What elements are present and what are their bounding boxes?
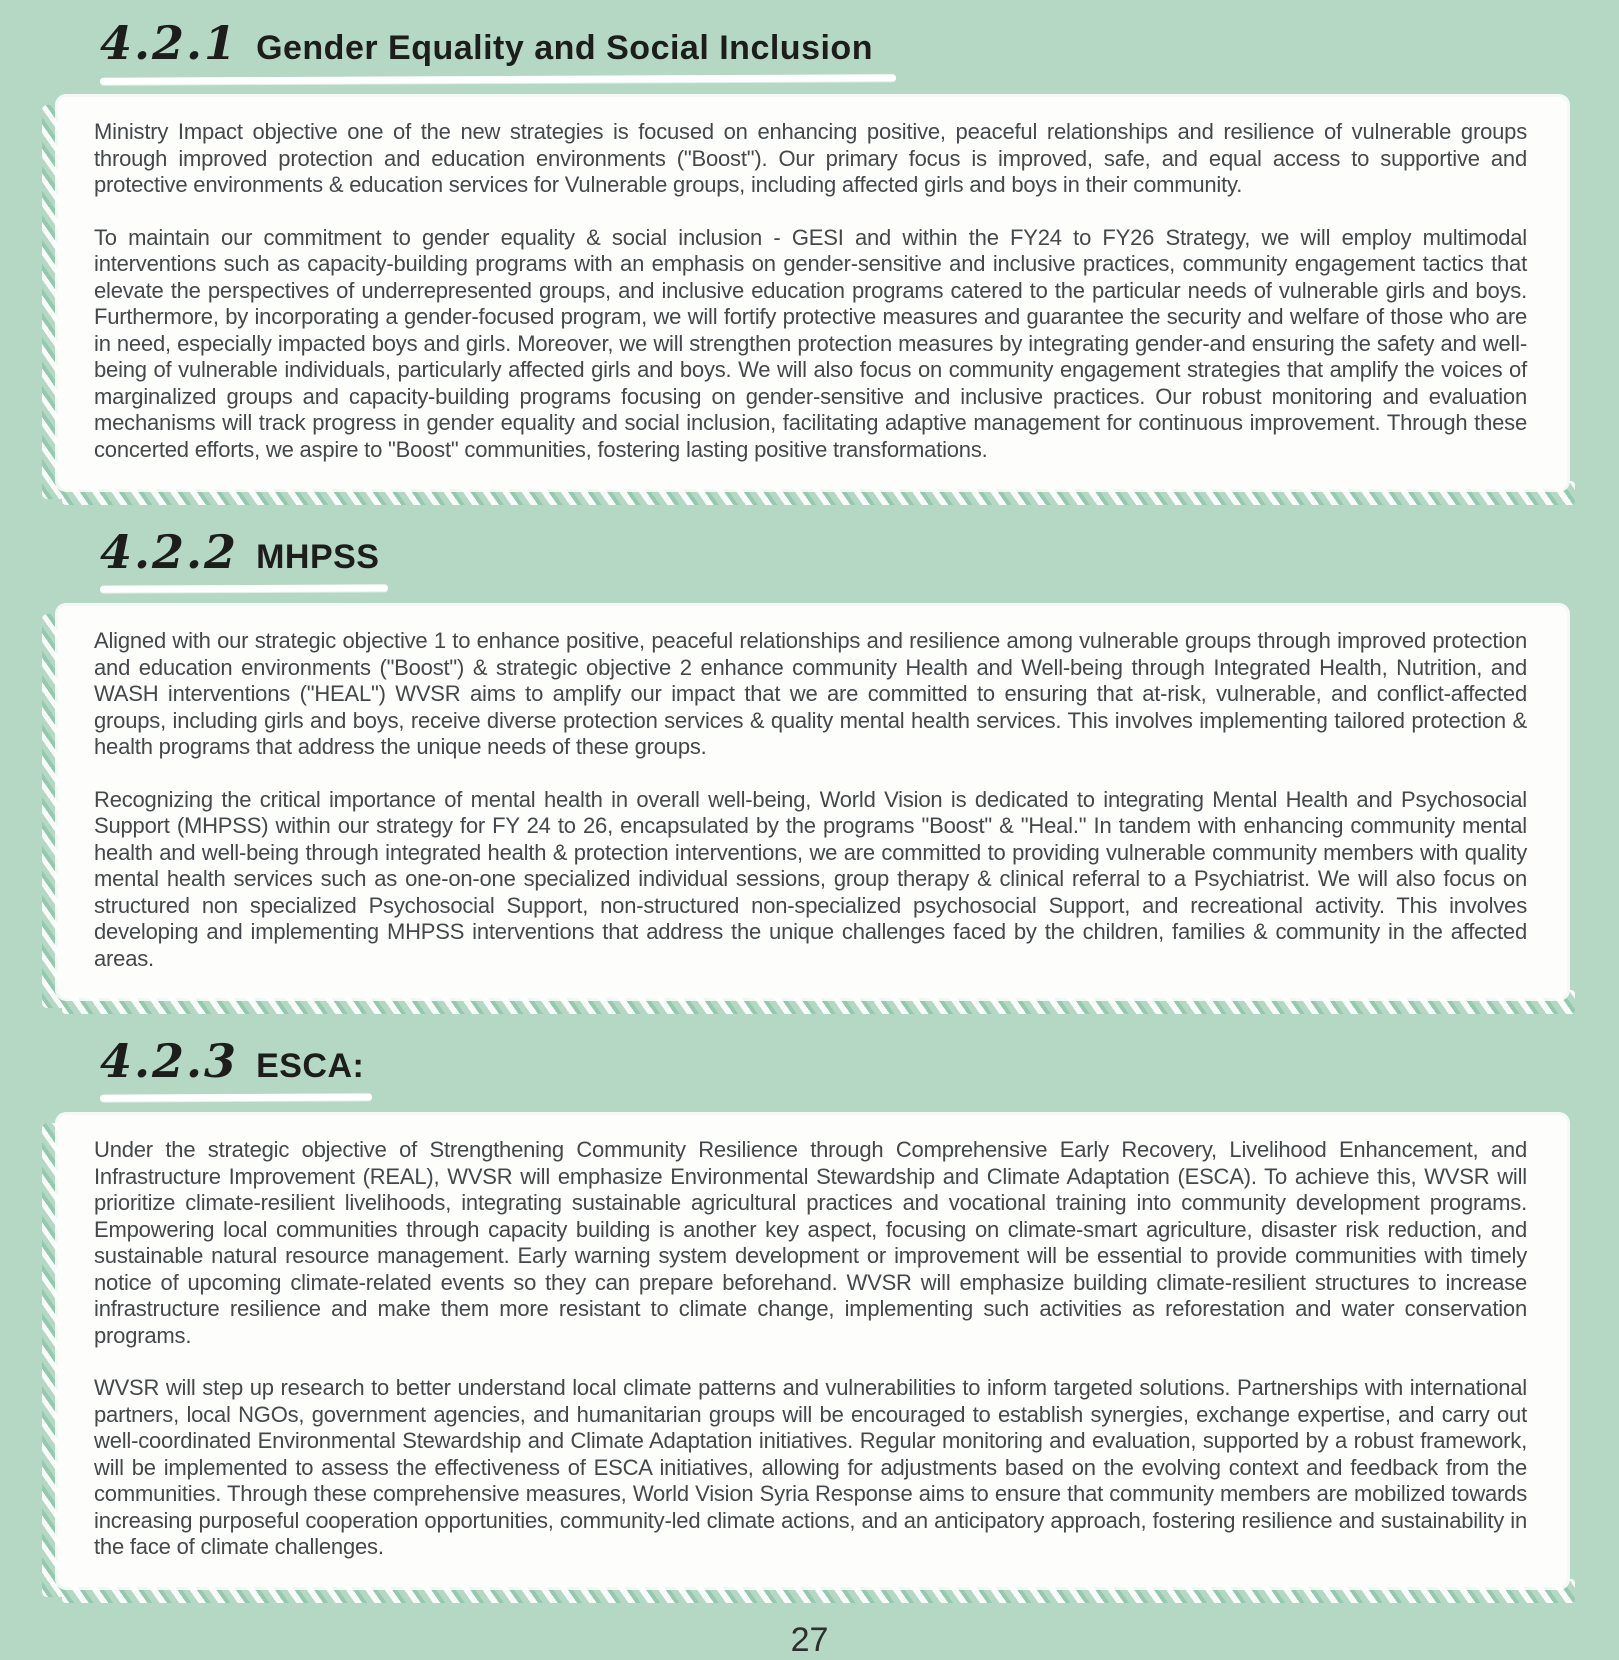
section-number: 4.2.1 <box>100 16 239 70</box>
heading-underline <box>100 584 388 592</box>
section-number: 4.2.2 <box>100 525 239 579</box>
text-panel-gesi <box>58 97 1567 489</box>
section-title: MHPSS <box>256 538 380 576</box>
paragraph: Under the strategic objective of Strengthening Community Resilience through Comprehensive Early Recovery, Livelihood Enhancement, and Infrastructure Improvement (REAL), WVSR will emphasize Environmental Stewardship and Climate Adaptation (ESCA). To achieve this, WVSR will prioritize climate-resilient livelihoods, integrating sustainable agricultural practices and vocational training into community development programs. Empowering local communities through capacity building is another key aspect, focusing on climate-smart agriculture, disaster risk reduction, and sustainable natural resource management. Early warning system development or improvement will be essential to provide communities with timely notice of upcoming climate-related events so they can prepare beforehand. WVSR will emphasize building climate-resilient structures to increase infrastructure resilience and make them more resistant to climate change, implementing such activities as reforestation and water conservation programs. <box>94 1137 1527 1348</box>
heading-underline <box>100 74 896 84</box>
paragraph: Recognizing the critical importance of mental health in overall well-being, World Vision is dedicated to integrating Mental Health and Psychosocial Support (MHPSS) within our strategy for FY 24 to 26, encapsulated by the programs "Boost" & "Heal." In tandem with enhancing community mental health and well-being through integrated health & protection interventions, we are committed to providing vulnerable community members with quality mental health services such as one-on-one specialized individual sessions, group therapy & clinical referral to a Psychiatrist. We will also focus on structured non specialized Psychosocial Support, non-structured non-specialized psychosocial Support, and recreational activity. This involves developing and implementing MHPSS interventions that address the unique challenges faced by the children, families & community in the affected areas. <box>94 786 1527 971</box>
section-heading-mhpss <box>0 523 1619 602</box>
page-number: 27 <box>790 1620 829 1659</box>
paragraph: To maintain our commitment to gender equality & social inclusion - GESI and within the FY24 to FY26 Strategy, we will employ multimodal interventions such as capacity-building programs with an emphasis on gender-sensitive and inclusive practices, community engagement tactics that elevate the perspectives of underrepresented groups, and inclusive education programs catered to the particular needs of vulnerable girls and boys. Furthermore, by incorporating a gender-focused program, we will fortify protective measures and guarantee the security and welfare of those who are in need, especially impacted boys and girls. Moreover, we will strengthen protection measures by integrating gender-and ensuring the safety and well-being of vulnerable individuals, particularly affected girls and boys. We will also focus on community engagement strategies that amplify the voices of marginalized groups and capacity-building programs focusing on gender-sensitive and inclusive practices. Our robust monitoring and evaluation mechanisms will track progress in gender equality and social inclusion, facilitating adaptive management for continuous improvement. Through these concerted efforts, we aspire to "Boost" communities, fostering lasting positive transformations. <box>94 224 1527 462</box>
section-title: Gender Equality and Social Inclusion <box>256 29 873 67</box>
section-heading-gesi <box>0 14 1619 93</box>
section-title: ESCA: <box>256 1047 365 1085</box>
paragraph: Aligned with our strategic objective 1 to enhance positive, peaceful relationships and resilience among vulnerable groups through improved protection and education environments ("Boost") & strategic objective 2 enhance community Health and Well-being through Integrated Health, Nutrition, and WASH interventions ("HEAL") WVSR aims to amplify our impact that we are committed to ensuring that at-risk, vulnerable, and conflict-affected groups, including girls and boys, receive diverse protection services & quality mental health services. This involves implementing tailored protection & health programs that address the unique needs of these groups. <box>94 628 1527 759</box>
heading-underline <box>100 1093 372 1101</box>
paragraph: Ministry Impact objective one of the new strategies is focused on enhancing positive, peaceful relationships and resilience of vulnerable groups through improved protection and education environments ("Boost"). Our primary focus is improved, safe, and equal access to supportive and protective environments & education services for Vulnerable groups, including affected girls and boys in their community. <box>94 119 1527 197</box>
paragraph: WVSR will step up research to better understand local climate patterns and vulnerabilities to inform targeted solutions. Partnerships with international partners, local NGOs, government agencies, and humanitarian groups will be encouraged to establish synergies, exchange expertise, and carry out well-coordinated Environmental Stewardship and Climate Adaptation initiatives. Regular monitoring and evaluation, supported by a robust framework, will be implemented to assess the effectiveness of ESCA initiatives, allowing for adjustments based on the evolving context and feedback from the communities. Through these comprehensive measures, World Vision Syria Response aims to ensure that community members are mobilized towards increasing purposeful cooperation opportunities, community-led climate actions, and an anticipatory approach, fostering resilience and sustainability in the face of climate challenges. <box>94 1375 1527 1559</box>
section-number: 4.2.3 <box>100 1034 239 1088</box>
section-heading-esca <box>0 1032 1619 1111</box>
text-panel-esca <box>58 1115 1567 1587</box>
text-panel-mhpss <box>58 606 1567 998</box>
